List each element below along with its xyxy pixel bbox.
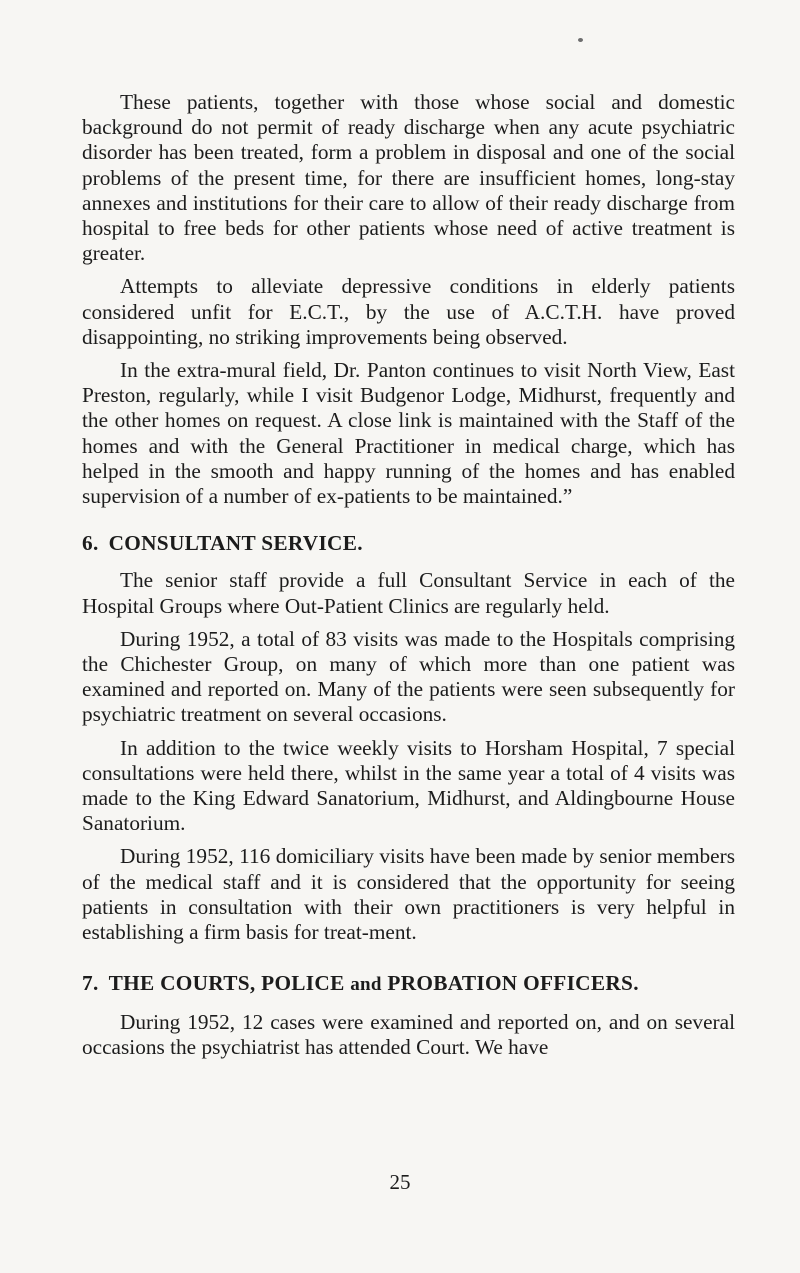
section-6-paragraph-2: During 1952, a total of 83 visits was made to the Hospitals comprising the Chichester Group, on many of which more than one patient was examined and reported on. Many of the patients were seen subsequently for psychiatric treatment on several occasions. bbox=[82, 626, 735, 727]
section-7-title-and: and bbox=[350, 974, 382, 996]
section-7-heading bbox=[82, 971, 735, 997]
intro-paragraph-2: Attempts to alleviate depressive conditions in elderly patients considered unfit for E.C.T., by the use of A.C.T.H. have proved disappointing, no striking improvements being observed. bbox=[82, 274, 735, 349]
intro-paragraph-3: In the extra-mural field, Dr. Panton continues to visit North View, East Preston, regularly, while I visit Budgenor Lodge, Midhurst, frequently and the other homes on request. A close link is maintained with the Staff of the homes and with the General Practitioner in medical charge, which has helped in the smooth and happy running of the homes and has enabled supervision of a number of ex-patients to be maintained.” bbox=[82, 358, 735, 509]
section-7-number: 7. bbox=[82, 971, 99, 996]
page-number: 25 bbox=[389, 1170, 411, 1194]
section-7-paragraph-1: During 1952, 12 cases were examined and reported on, and on several occasions the psychiatrist has attended Court. We have bbox=[82, 1009, 735, 1059]
section-6-title: CONSULTANT SERVICE. bbox=[108, 531, 363, 556]
document-page bbox=[82, 90, 735, 1068]
section-7-title-part1: THE COURTS, POLICE bbox=[108, 971, 345, 996]
intro-paragraph-1: These patients, together with those whose social and domestic background do not permit of ready discharge when any acute psychiatric disorder has been treated, form a problem in disposal and one of the social problems of the present time, for there are insufficient homes, long-stay annexes and institutions for their care to allow of their ready discharge from hospital to free beds for other patients whose need of active treatment is greater. bbox=[82, 90, 735, 266]
section-6-heading bbox=[82, 531, 735, 556]
section-6-number: 6. bbox=[82, 531, 99, 556]
section-7-title-part2: PROBATION OFFICERS. bbox=[387, 971, 639, 996]
section-6-paragraph-4: During 1952, 116 domiciliary visits have been made by senior members of the medical staff and it is considered that the opportunity for seeing patients in consultation with their own practitioners is very helpful in establishing a firm basis for treat-ment. bbox=[82, 844, 735, 945]
print-speck bbox=[578, 38, 583, 42]
section-6-paragraph-3: In addition to the twice weekly visits to Horsham Hospital, 7 special consultations were held there, whilst in the same year a total of 4 visits was made to the King Edward Sanatorium, Midhurst, and Aldingbourne House Sanatorium. bbox=[82, 735, 735, 836]
section-6-paragraph-1: The senior staff provide a full Consultant Service in each of the Hospital Groups where Out-Patient Clinics are regularly held. bbox=[82, 568, 735, 618]
